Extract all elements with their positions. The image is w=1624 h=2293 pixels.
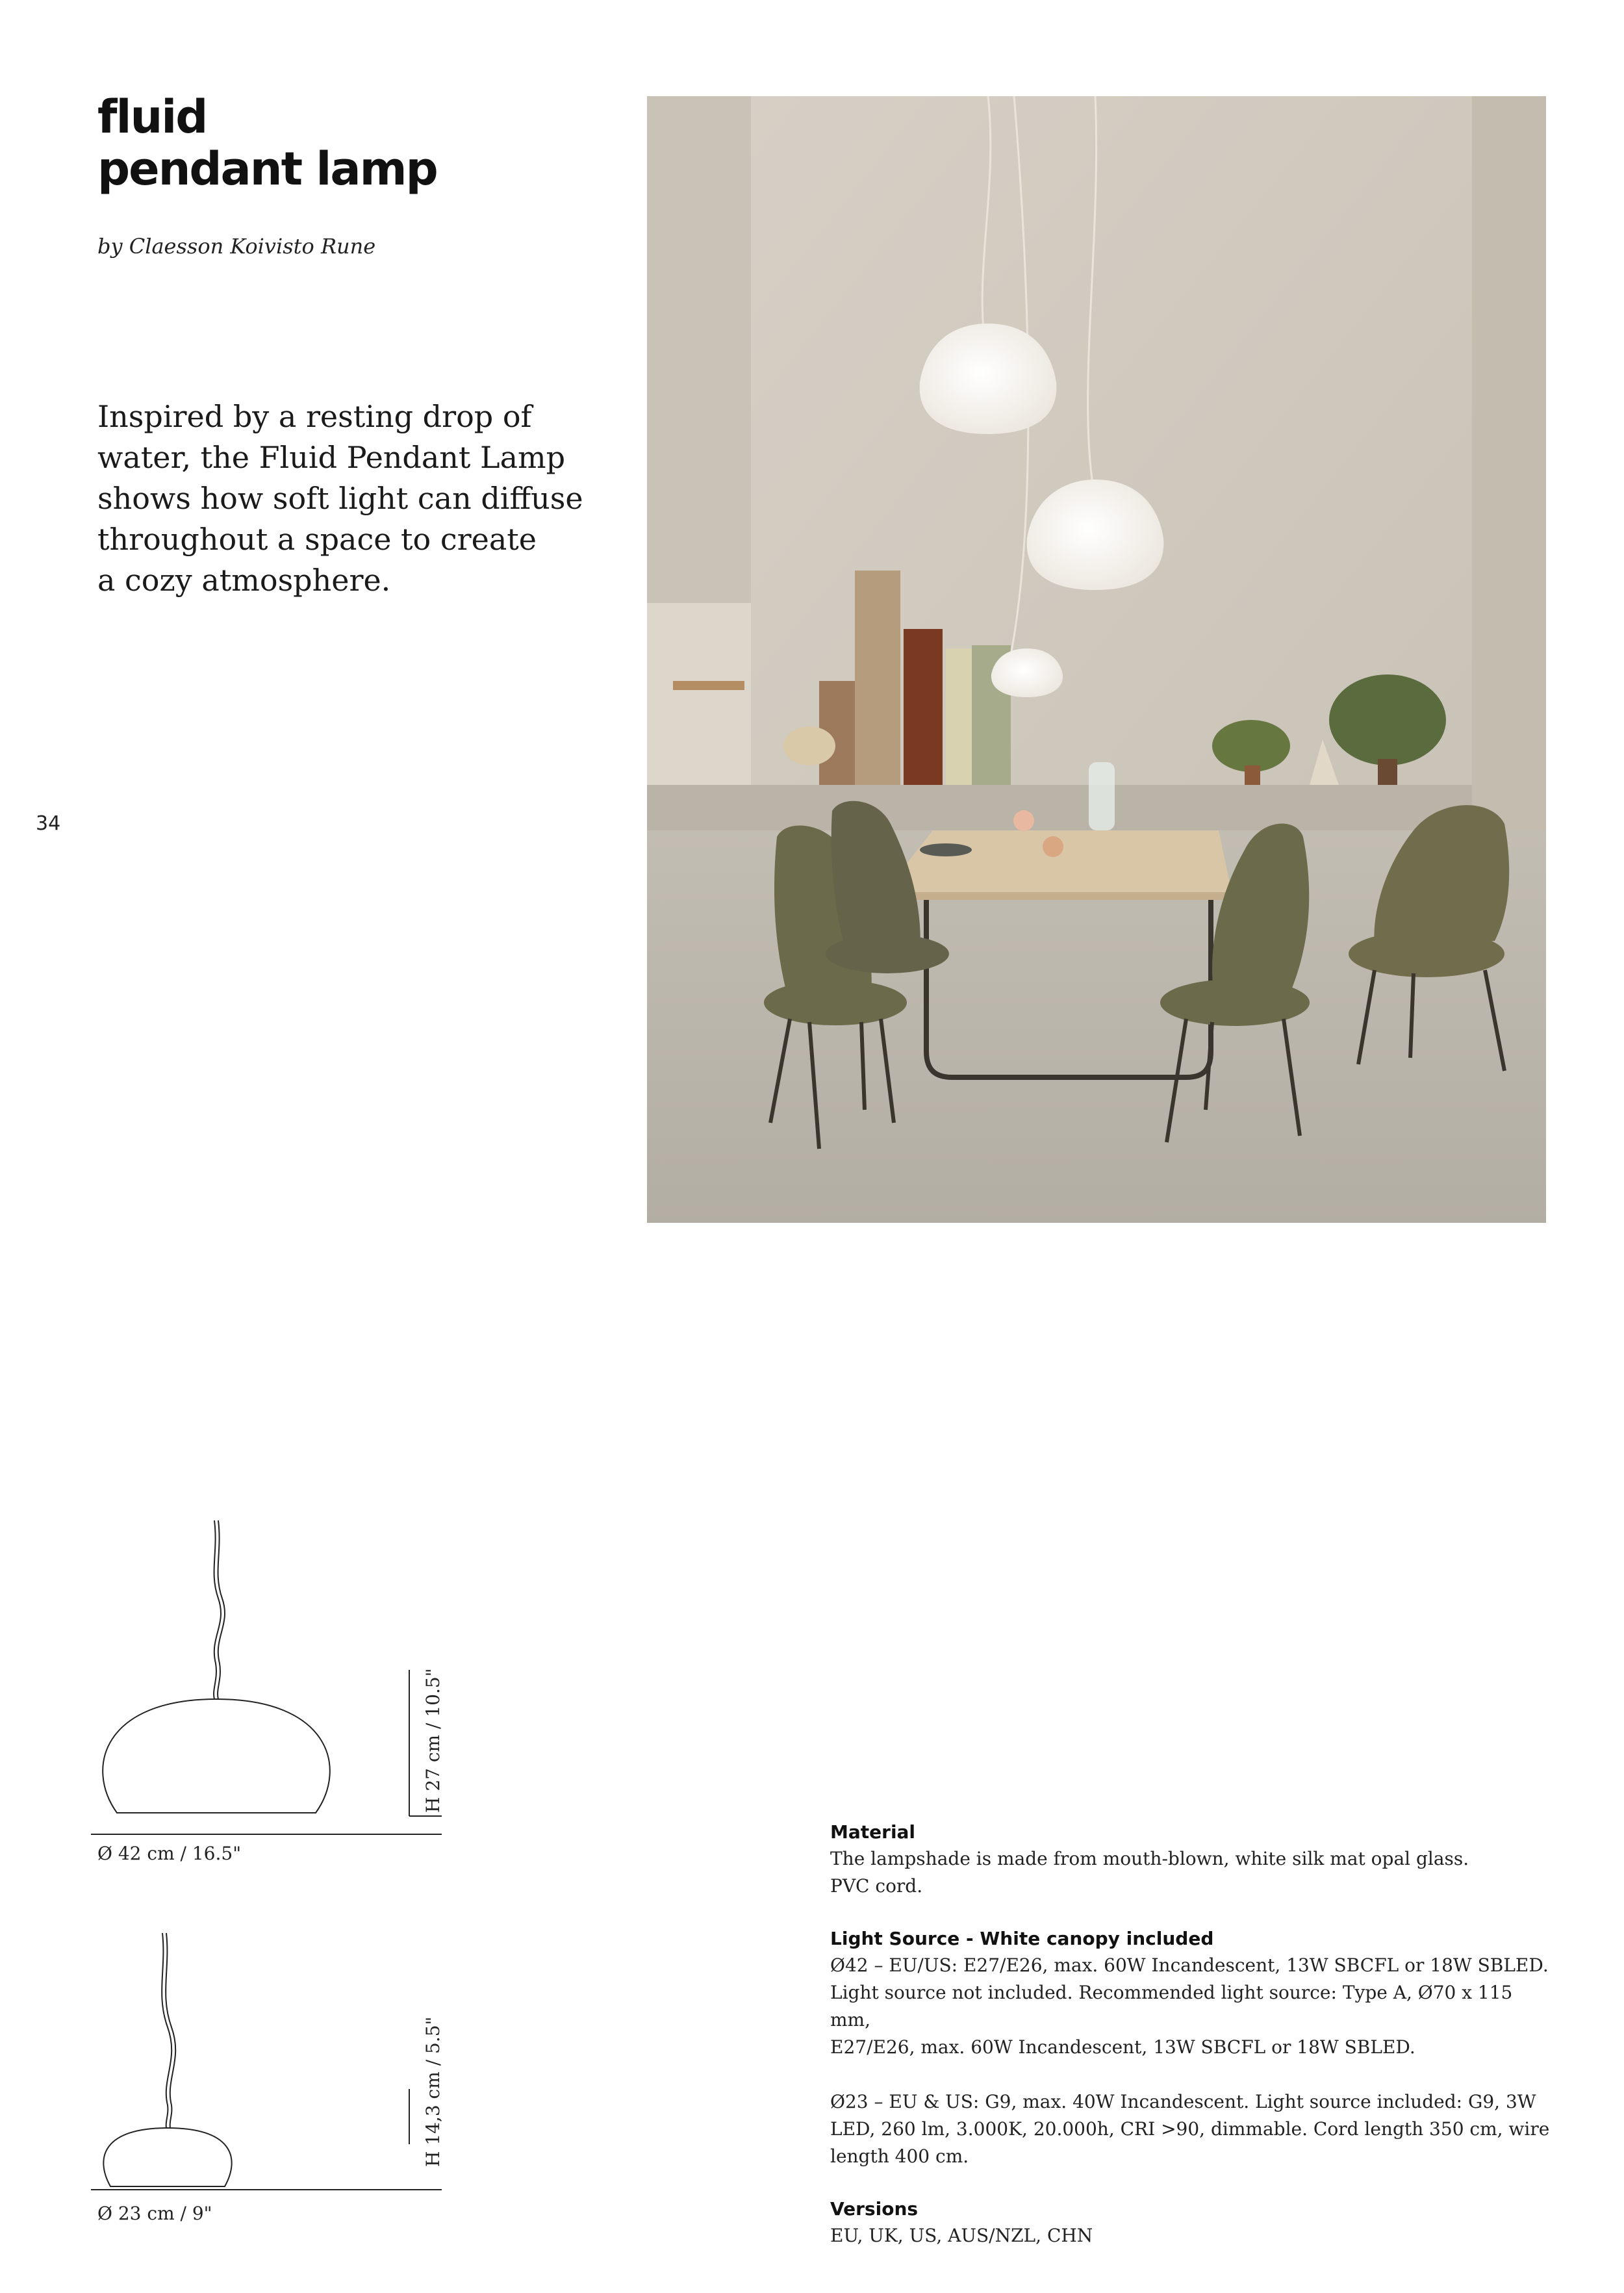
title-line-1: fluid: [97, 90, 207, 144]
spec-line: Ø23 – EU & US: G9, max. 40W Incandescent. Light source included: G9, 3W: [830, 2091, 1536, 2112]
designer-credit: by Claesson Koivisto Rune: [97, 234, 376, 259]
plant-pot: [1245, 765, 1260, 785]
title-line-2: pendant lamp: [97, 142, 437, 196]
small-lamp-drawing: [91, 1930, 455, 2190]
light-source-section: [830, 1926, 1558, 2170]
page-number: 34: [36, 812, 61, 835]
product-title: [97, 91, 437, 195]
spec-line: Light source not included. Recommended light source: Type A, Ø70 x 115 mm,: [830, 1982, 1513, 2030]
spec-line: length 400 cm.: [830, 2146, 969, 2167]
small-shade-outline: [103, 2128, 231, 2186]
small-diameter-label: Ø 23 cm / 9": [97, 2203, 212, 2224]
decor-panel: [946, 648, 972, 785]
spec-line: PVC cord.: [830, 1875, 923, 1897]
carafe: [1089, 762, 1115, 830]
side-table: [673, 681, 744, 690]
versions-heading: Versions: [830, 2198, 919, 2220]
intro-line: throughout a space to create: [97, 522, 537, 557]
decor-panel: [855, 570, 900, 785]
spec-line: Ø42 – EU/US: E27/E26, max. 60W Incandescent, 13W SBCFL or 18W SBLED.: [830, 1954, 1549, 1976]
interior-scene-illustration: [647, 96, 1546, 1223]
decor-ring: [783, 726, 835, 765]
spec-line: E27/E26, max. 60W Incandescent, 13W SBCFL or 18W SBLED.: [830, 2036, 1415, 2058]
plant: [1329, 674, 1446, 765]
large-height-label: H 27 cm / 10.5": [422, 1668, 444, 1813]
specifications: [830, 1819, 1558, 2275]
plant-pot: [1378, 759, 1397, 785]
plant: [1212, 720, 1290, 772]
decor-sphere: [1013, 810, 1034, 831]
decor-sphere: [1043, 836, 1063, 857]
spec-line: LED, 260 lm, 3.000K, 20.000h, CRI >90, dimmable. Cord length 350 cm, wire: [830, 2118, 1550, 2140]
large-diameter-label: Ø 42 cm / 16.5": [97, 1843, 242, 1864]
doorway: [647, 603, 751, 791]
light-source-heading: Light Source - White canopy included: [830, 1928, 1214, 1949]
decor-panel: [904, 629, 943, 785]
large-shade-outline: [103, 1699, 330, 1813]
decor-plate: [920, 843, 972, 856]
material-section: [830, 1819, 1558, 1900]
spec-line: The lampshade is made from mouth-blown, white silk mat opal glass.: [830, 1848, 1469, 1869]
intro-line: Inspired by a resting drop of: [97, 399, 532, 434]
spec-line: EU, UK, US, AUS/NZL, CHN: [830, 2225, 1093, 2246]
intro-line: water, the Fluid Pendant Lamp: [97, 440, 566, 475]
small-height-label: H 14,3 cm / 5.5": [422, 2016, 444, 2167]
material-heading: Material: [830, 1821, 916, 1843]
large-lamp-drawing: [91, 1514, 455, 1826]
concrete-bench: [647, 785, 1472, 830]
interior-photo: [647, 96, 1546, 1223]
intro-paragraph: [97, 396, 604, 601]
intro-line: a cozy atmosphere.: [97, 563, 391, 598]
intro-line: shows how soft light can diffuse: [97, 481, 583, 516]
versions-section: [830, 2196, 1558, 2249]
